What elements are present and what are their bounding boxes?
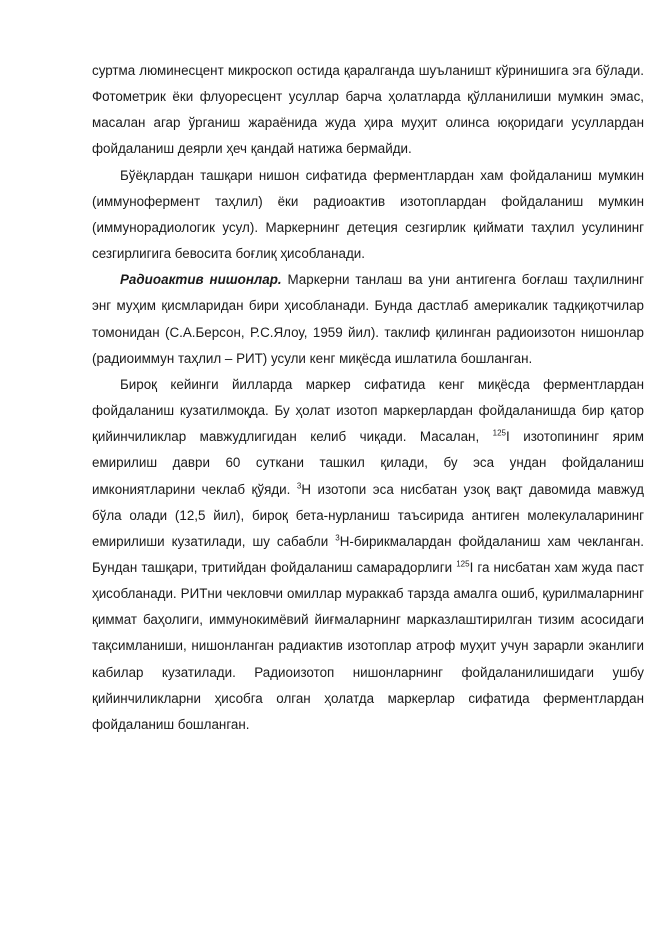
paragraph-4-text-c: Н изотопи эса нисбатан узоқ вақт давомида мавжуд бўла олади (12,5 йил), бироқ бета-нурланиш таъсирида антиген молекулаларининг емирилиши кузатилади, шу сабабли — [92, 481, 644, 549]
paragraph-3-text: Маркерни танлаш ва уни антигенга боғлаш таҳлилнинг энг муҳим қисмларидан бири ҳисобланади. Бунда дастлаб америкалик тадқиқотчилар томонидан (С.А.Берсон, Р.С.Ялоу, 1959 йил). таклиф қилинган радиоизотон нишонлар (радиоиммун таҳлил – РИТ) усули кенг миқёсда ишлатила бошланган. — [92, 272, 644, 366]
paragraph-4-text-a: Бироқ кейинги йилларда маркер сифатида кенг миқёсда ферментлардан фойдаланиш кузатилмоқда. Бу ҳолат изотоп маркерлардан фойдаланишда бир қатор қийинчиликлар мавжудлигидан келиб чиқади. Масалан, — [92, 376, 644, 445]
section-heading-radioactive-labels: Радиоактив нишонлар. — [120, 272, 282, 288]
paragraph-4 — [92, 372, 644, 738]
paragraph-3 — [92, 267, 644, 372]
superscript-3: 3 — [335, 533, 340, 543]
paragraph-4-text-b: I изотопининг ярим емирилиш даври 60 суткани ташкил қилади, бу эса ундан фойдаланиш имкониятларини чеклаб қўяди. — [92, 429, 645, 497]
paragraph-4-text-d: Н-бирикмалардан фойдаланиш хам чекланган. Бундан ташқари, тритийдан фойдаланиш самарадорлиги — [92, 533, 644, 575]
paragraph-1: суртма люминесцент микроскоп остида қаралганда шуъланишт кўринишига эга бўлади. Фотометрик ёки флуоресцент усуллар барча ҳолатларда қўлланилиши мумкин эмас, масалан агар ўрганиш жараёнида жуда ҳира муҳит олинса юқоридаги усуллардан фойдаланиш деярли ҳеч қандай натижа бермайди. — [92, 63, 644, 157]
paragraph-2: Бўёқлардан ташқари нишон сифатида ферментлардан хам фойдаланиш мумкин (иммунофермент таҳлил) ёки радиоактив изотоплардан фойдаланиш мумкин (иммунорадиологик усул). Маркернинг детеция сезгирлик қиймати таҳлил усулининг сезгирлигига бевосита боғлиқ ҳисобланади. — [92, 167, 644, 262]
superscript-125: 125 — [456, 559, 470, 569]
superscript-125: 125 — [492, 428, 507, 438]
document-page — [92, 58, 644, 738]
superscript-3: 3 — [296, 481, 302, 491]
paragraph-4-text-e: I га нисбатан хам жуда паст ҳисобланади. РИТни чекловчи омиллар мураккаб тарзда амалга ошиб, қурилмаларнинг қиммат баҳолиги, иммунокимёвий йиғмаларнинг марказлаштирилган тизим асосидаги тақсимланиши, нишонланган радиактив изотоплар атроф муҳит учун зарарли эканлиги кабилар кузатилади. Радиоизотоп нишонларнинг фойдаланилишидаги ушбу қийинчиликларни ҳисобга олган ҳолатда маркерлар сифатида ферментлардан фойдаланиш бошланган. — [92, 559, 644, 732]
